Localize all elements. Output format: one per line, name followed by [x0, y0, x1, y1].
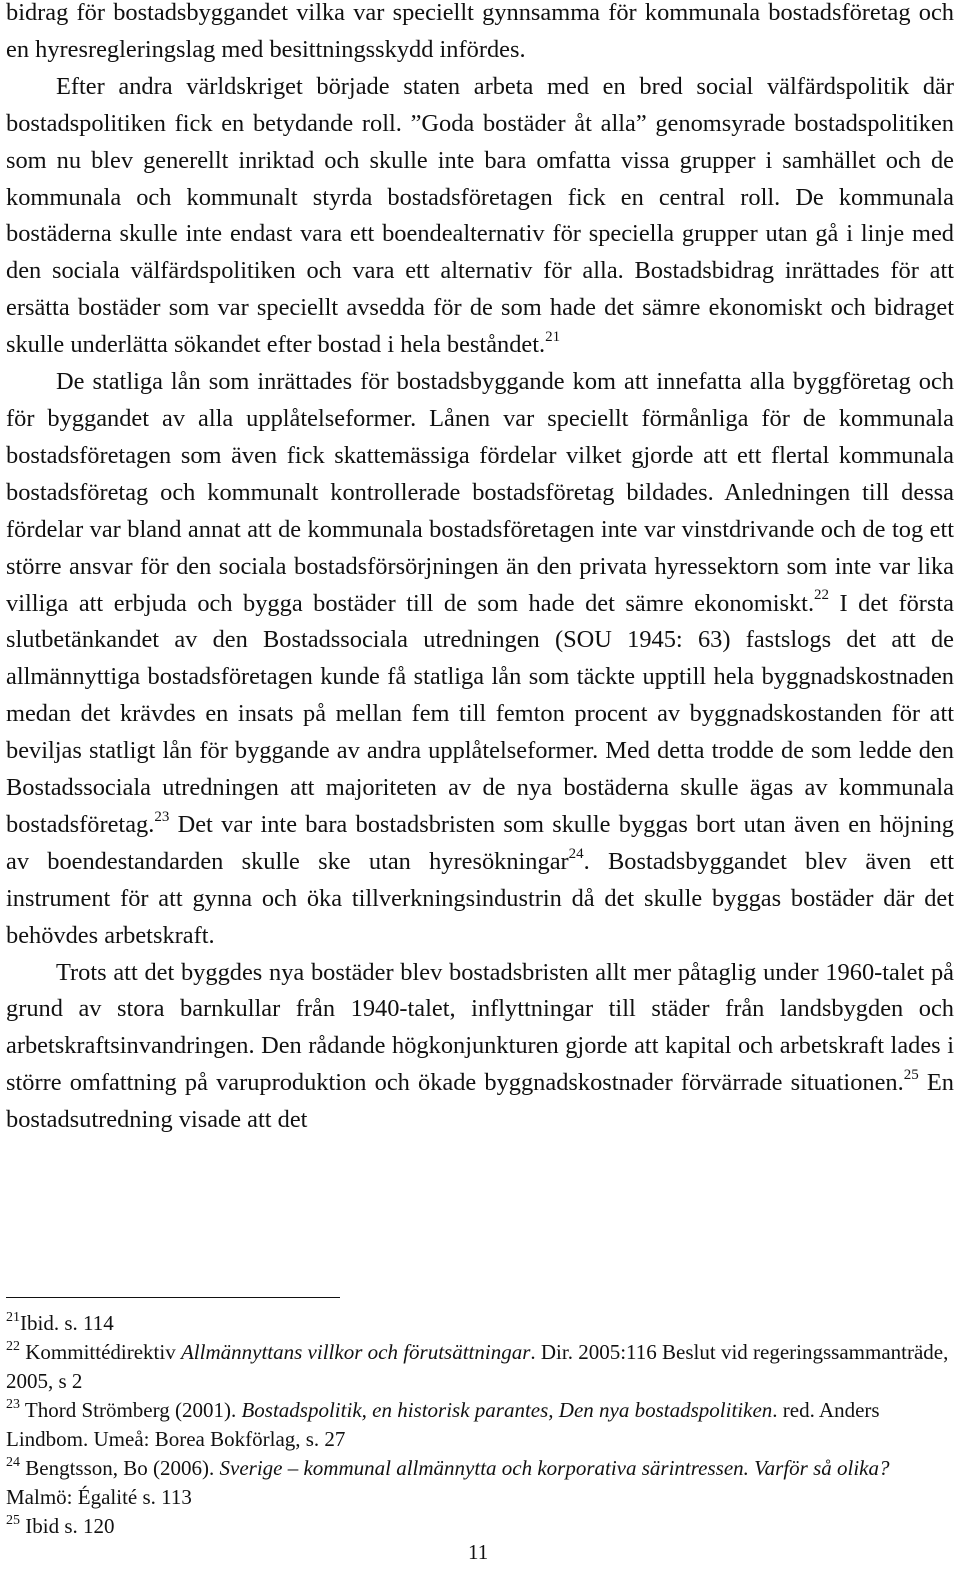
- footnote-ref-23[interactable]: 23: [154, 808, 170, 825]
- paragraph-2-text: Efter andra världskriget började staten arbeta med en bred social välfärdspolitik där bostadspolitiken fick en betydande roll. ”Goda bostäder åt alla” genomsyrade bostadspolitiken som nu blev generellt inriktad och skulle inte bara omfatta vissa grupper i samhället och de kommunala och kommunalt styrda bostadsföretagen fick en central roll. De kommunala bostäderna skulle inte endast vara ett boendealternativ för speciella grupper utan gå i linje med den sociala välfärdspolitiken och vara ett alternativ för alla. Bostadsbidrag inrättades för att ersätta bostäder som var speciellt avsedda för de som hade det sämre ekonomiskt och bidraget skulle underlätta sökandet efter bostad i hela beståndet.: [6, 72, 954, 359]
- paragraph-3-text-3: Det var inte bara bostadsbristen som skulle byggas bort utan även en höjning av boendestandarden skulle ske utan hyresökningar: [6, 810, 954, 875]
- footnote-number: 22: [6, 1339, 20, 1354]
- paragraph-3: [6, 364, 954, 955]
- paragraph-4-text-1: Trots att det byggdes nya bostäder blev bostadsbristen allt mer påtaglig under 1960-talet på grund av stora barnkullar från 1940-talet, inflyttningar till städer från landsbygden och arbetskraftsinvandringen. Den rådande högkonjunkturen gjorde att kapital och arbetskraft lades i större omfattning på varuproduktion och ökade byggnadskostnader förvärrade situationen.: [6, 958, 954, 1097]
- footnote-22: [6, 1338, 954, 1396]
- footnotes: [6, 1309, 954, 1541]
- paragraph-4-text-2: En bostadsutredning visade att det: [6, 1069, 954, 1134]
- footnote-number: 24: [6, 1455, 20, 1470]
- body-text: [6, 0, 954, 1139]
- footnote-text: . red. Anders Lindbom. Umeå: Borea Bokförlag, s. 27: [6, 1398, 880, 1451]
- footnote-text: Ibid. s. 114: [20, 1311, 114, 1335]
- footnote-ref-22[interactable]: 22: [814, 587, 830, 604]
- footnote-text: . Dir. 2005:116 Beslut vid regeringssammanträde, 2005, s 2: [6, 1340, 949, 1393]
- footnote-ref-21[interactable]: 21: [545, 329, 561, 346]
- footnote-title: Sverige – kommunal allmännytta och korporativa särintressen. Varför så olika?: [219, 1456, 890, 1480]
- footnote-25: [6, 1512, 954, 1541]
- paragraph-3-text-2: I det första slutbetänkandet av den Bostadssociala utredningen (SOU 1945: 63) fastslogs det att de allmännyttiga bostadsföretagen kunde få statliga lån som täckte upptill hela byggnadskostnaden medan det krävdes en insats på mellan fem till femton procent av byggnadskostanden för att beviljas statligt lån för byggande av andra upplåtelseformer. Med detta trodde de som ledde den Bostadssociala utredningen att majoriteten av de nya bostäderna skulle ägas av kommunala bostadsföretag.: [6, 589, 954, 838]
- paragraph-2: [6, 69, 954, 364]
- footnote-text: Kommittédirektiv: [20, 1340, 181, 1364]
- footnote-23: [6, 1396, 954, 1454]
- page-number: 11: [468, 1540, 489, 1564]
- footnote-text: Bengtsson, Bo (2006).: [20, 1456, 220, 1480]
- footnote-number: 23: [6, 1397, 20, 1412]
- footnote-separator: [6, 1297, 340, 1298]
- footnote-title: Bostadspolitik, en historisk parantes, Den nya bostadspolitiken: [241, 1398, 773, 1422]
- footnote-number: 21: [6, 1310, 20, 1325]
- footnote-text: Ibid s. 120: [20, 1514, 115, 1538]
- footnote-24: [6, 1454, 954, 1512]
- footnote-text: Malmö: Égalité s. 113: [6, 1485, 192, 1509]
- footnote-ref-24[interactable]: 24: [568, 845, 584, 862]
- paragraph-3-text-4: . Bostadsbyggandet blev även ett instrument för att gynna och öka tillverkningsindustrin då det skulle byggas bostäder där det behövdes arbetskraft.: [6, 847, 955, 949]
- paragraph-1: [6, 0, 954, 69]
- footnote-number: 25: [6, 1513, 20, 1528]
- footnote-title: Allmännyttans villkor och förutsättningar: [180, 1340, 531, 1364]
- document-page: [6, 0, 954, 1569]
- paragraph-3-text-1: De statliga lån som inrättades för bostadsbyggande kom att innefatta alla byggföretag och för byggandet av alla upplåtelseformer. Lånen var speciellt förmånliga för de kommunala bostadsföretagen som även fick skattemässiga fördelar vilket gjorde att ett flertal kommunala bostadsföretag och kommunalt kontrollerade bostadsföretag bildades. Anledningen till dessa fördelar var bland annat att de kommunala bostadsföretagen inte var vinstdrivande och de tog ett större ansvar för den sociala bostadsförsörjningen än den privata hyressektorn som inte var lika villiga att erbjuda och bygga bostäder till de som hade det sämre ekonomiskt.: [6, 368, 954, 617]
- paragraph-4: [6, 955, 954, 1140]
- paragraph-1-text: bidrag för bostadsbyggandet vilka var speciellt gynnsamma för kommunala bostadsföretag och en hyresregleringslag med besittningsskydd infördes.: [6, 0, 954, 63]
- footnote-ref-25[interactable]: 25: [903, 1067, 919, 1084]
- footnote-text: Thord Strömberg (2001).: [20, 1398, 242, 1422]
- footnote-21: [6, 1309, 954, 1338]
